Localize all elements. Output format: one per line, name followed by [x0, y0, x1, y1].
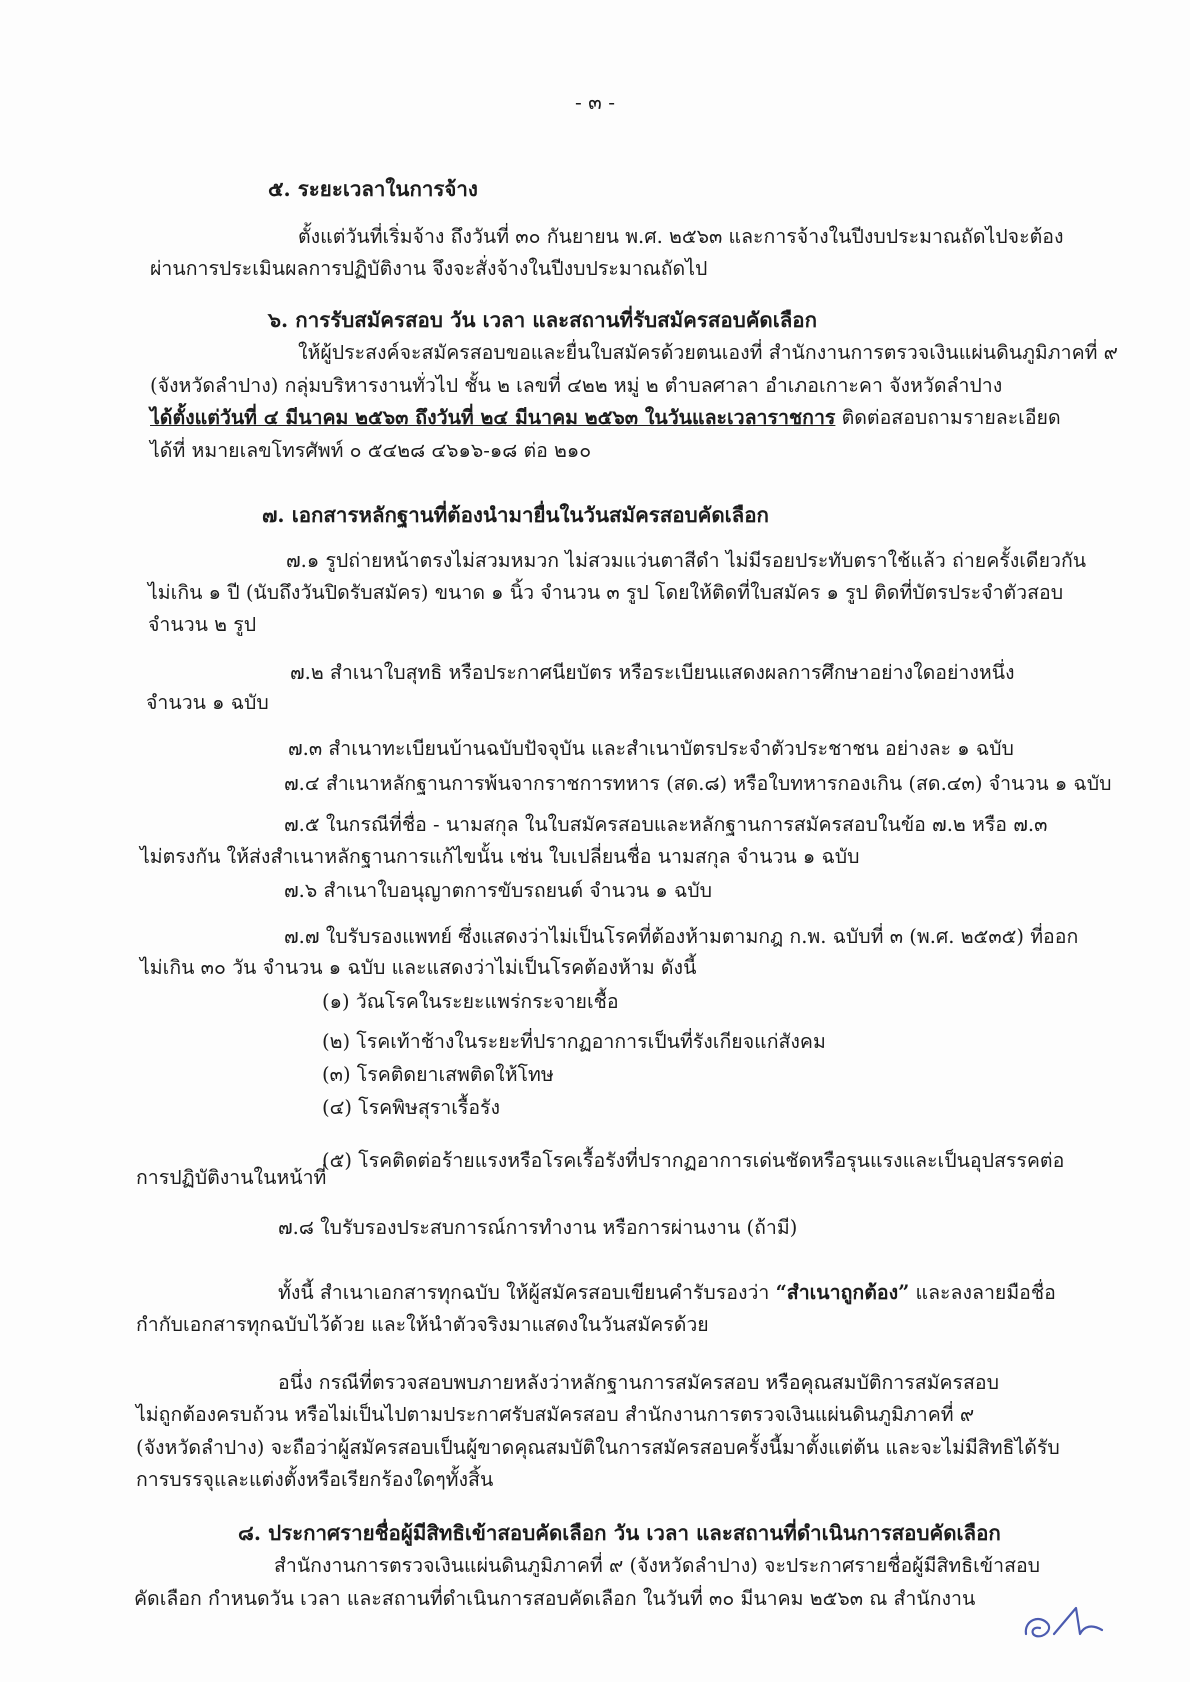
note-disqualify-line-1: อนึ่ง กรณีที่ตรวจสอบพบภายหลังว่าหลักฐานการสมัครสอบ หรือคุณสมบัติการสมัครสอบ	[278, 1371, 999, 1394]
note-certify-line-2: กำกับเอกสารทุกฉบับไว้ด้วย และให้นำตัวจริงมาแสดงในวันสมัครด้วย	[136, 1313, 709, 1336]
item-7-6: ๗.๖ สำเนาใบอนุญาตการขับรถยนต์ จำนวน ๑ ฉบับ	[284, 879, 713, 902]
section-6-line-1: ให้ผู้ประสงค์จะสมัครสอบขอและยื่นใบสมัครด้วยตนเองที่ สำนักงานการตรวจเงินแผ่นดินภูมิภาคที่ ๙	[298, 341, 1118, 364]
note-disqualify-line-3: (จังหวัดลำปาง) จะถือว่าผู้สมัครสอบเป็นผู้ขาดคุณสมบัติในการสมัครสอบครั้งนี้มาตั้งแต่ต้น และจะไม่มีสิทธิได้รับ	[136, 1436, 1060, 1459]
disease-3: (๓) โรคติดยาเสพติดให้โทษ	[322, 1063, 554, 1086]
item-7-5-line-2: ไม่ตรงกัน ให้ส่งสำเนาหลักฐานการแก้ไขนั้น เช่น ใบเปลี่ยนชื่อ นามสกุล จำนวน ๑ ฉบับ	[140, 845, 860, 868]
disease-5-line-1: (๕) โรคติดต่อร้ายแรงหรือโรคเรื้อรังที่ปรากฏอาการเด่นชัดหรือรุนแรงและเป็นอุปสรรคต่อ	[322, 1149, 1065, 1172]
item-7-5-line-1: ๗.๕ ในกรณีที่ชื่อ - นามสกุล ในใบสมัครสอบและหลักฐานการสมัครสอบในข้อ ๗.๒ หรือ ๗.๓	[284, 813, 1048, 836]
item-7-3: ๗.๓ สำเนาทะเบียนบ้านฉบับปัจจุบัน และสำเนาบัตรประจำตัวประชาชน อย่างละ ๑ ฉบับ	[288, 737, 1014, 760]
section-5-line-1: ตั้งแต่วันที่เริ่มจ้าง ถึงวันที่ ๓๐ กันยายน พ.ศ. ๒๕๖๓ และการจ้างในปีงบประมาณถัดไปจะต้อง	[298, 225, 1064, 248]
section-5-line-2: ผ่านการประเมินผลการปฏิบัติงาน จึงจะสั่งจ้างในปีงบประมาณถัดไป	[150, 257, 708, 280]
note-disqualify-line-4: การบรรจุและแต่งตั้งหรือเรียกร้องใดๆทั้งสิ้น	[136, 1468, 494, 1491]
initials-signature	[1018, 1590, 1108, 1646]
application-period-text: ได้ตั้งแต่วันที่ ๔ มีนาคม ๒๕๖๓ ถึงวันที่ ๒๔ มีนาคม ๒๕๖๓ ในวันและเวลาราชการ	[150, 406, 836, 429]
page-number: - ๓ -	[575, 90, 615, 114]
section-6-line-2: (จังหวัดลำปาง) กลุ่มบริหารงานทั่วไป ชั้น ๒ เลขที่ ๔๒๒ หมู่ ๒ ตำบลศาลา อำเภอเกาะคา จังหวัดลำปาง	[150, 374, 1003, 397]
item-7-2-line-1: ๗.๒ สำเนาใบสุทธิ หรือประกาศนียบัตร หรือระเบียนแสดงผลการศึกษาอย่างใดอย่างหนึ่ง	[290, 661, 1015, 684]
note-certify-text-end: และลงลายมือชื่อ	[909, 1281, 1056, 1304]
section-8-heading: ๘. ประกาศรายชื่อผู้มีสิทธิเข้าสอบคัดเลือก วัน เวลา และสถานที่ดำเนินการสอบคัดเลือก	[238, 1521, 1001, 1545]
item-7-2-line-2: จำนวน ๑ ฉบับ	[146, 691, 269, 714]
note-certify-line-1	[278, 1278, 1056, 1308]
section-6-line-3-rest: ติดต่อสอบถามรายละเอียด	[835, 406, 1061, 429]
item-7-8: ๗.๘ ใบรับรองประสบการณ์การทำงาน หรือการผ่านงาน (ถ้ามี)	[278, 1216, 798, 1239]
section-6-line-3	[150, 403, 1061, 433]
section-5-heading: ๕. ระยะเวลาในการจ้าง	[268, 177, 478, 201]
section-6-heading: ๖. การรับสมัครสอบ วัน เวลา และสถานที่รับสมัครสอบคัดเลือก	[268, 308, 818, 332]
disease-5-line-2: การปฏิบัติงานในหน้าที่	[136, 1166, 327, 1189]
item-7-7-line-2: ไม่เกิน ๓๐ วัน จำนวน ๑ ฉบับ และแสดงว่าไม่เป็นโรคต้องห้าม ดังนี้	[140, 956, 697, 979]
section-6-line-4: ได้ที่ หมายเลขโทรศัพท์ ๐ ๕๔๒๘ ๔๖๑๖-๑๘ ต่อ ๒๑๐	[150, 439, 592, 462]
disease-2: (๒) โรคเท้าช้างในระยะที่ปรากฏอาการเป็นที่รังเกียจแก่สังคม	[322, 1030, 826, 1053]
section-8-line-2: คัดเลือก กำหนดวัน เวลา และสถานที่ดำเนินการสอบคัดเลือก ในวันที่ ๓๐ มีนาคม ๒๕๖๓ ณ สำนักงาน	[134, 1587, 976, 1610]
item-7-7-line-1: ๗.๗ ใบรับรองแพทย์ ซึ่งแสดงว่าไม่เป็นโรคที่ต้องห้ามตามกฎ ก.พ. ฉบับที่ ๓ (พ.ศ. ๒๕๓๕) ที่ออก	[284, 925, 1079, 948]
section-7-heading: ๗. เอกสารหลักฐานที่ต้องนำมายื่นในวันสมัครสอบคัดเลือก	[262, 503, 769, 527]
certified-copy-text: “สำเนาถูกต้อง”	[775, 1281, 910, 1304]
item-7-1-line-1: ๗.๑ รูปถ่ายหน้าตรงไม่สวมหมวก ไม่สวมแว่นตาสีดำ ไม่มีรอยประทับตราใช้แล้ว ถ่ายครั้งเดียวกัน	[286, 549, 1087, 572]
item-7-4: ๗.๔ สำเนาหลักฐานการพ้นจากราชการทหาร (สด.๘) หรือใบทหารกองเกิน (สด.๔๓) จำนวน ๑ ฉบับ	[284, 772, 1112, 795]
disease-4: (๔) โรคพิษสุราเรื้อรัง	[322, 1096, 501, 1119]
item-7-1-line-3: จำนวน ๒ รูป	[148, 613, 257, 636]
disease-1: (๑) วัณโรคในระยะแพร่กระจายเชื้อ	[322, 990, 619, 1013]
item-7-1-line-2: ไม่เกิน ๑ ปี (นับถึงวันปิดรับสมัคร) ขนาด ๑ นิ้ว จำนวน ๓ รูป โดยให้ติดที่ใบสมัคร ๑ รูป ติดที่บัตรประจำตัวสอบ	[148, 581, 1064, 604]
note-disqualify-line-2: ไม่ถูกต้องครบถ้วน หรือไม่เป็นไปตามประกาศรับสมัครสอบ สำนักงานการตรวจเงินแผ่นดินภูมิภาคที่ ๙	[136, 1403, 975, 1426]
section-8-line-1: สำนักงานการตรวจเงินแผ่นดินภูมิภาคที่ ๙ (จังหวัดลำปาง) จะประกาศรายชื่อผู้มีสิทธิเข้าสอบ	[274, 1554, 1041, 1577]
note-certify-text: ทั้งนี้ สำเนาเอกสารทุกฉบับ ให้ผู้สมัครสอบเขียนคำรับรองว่า	[278, 1281, 776, 1304]
